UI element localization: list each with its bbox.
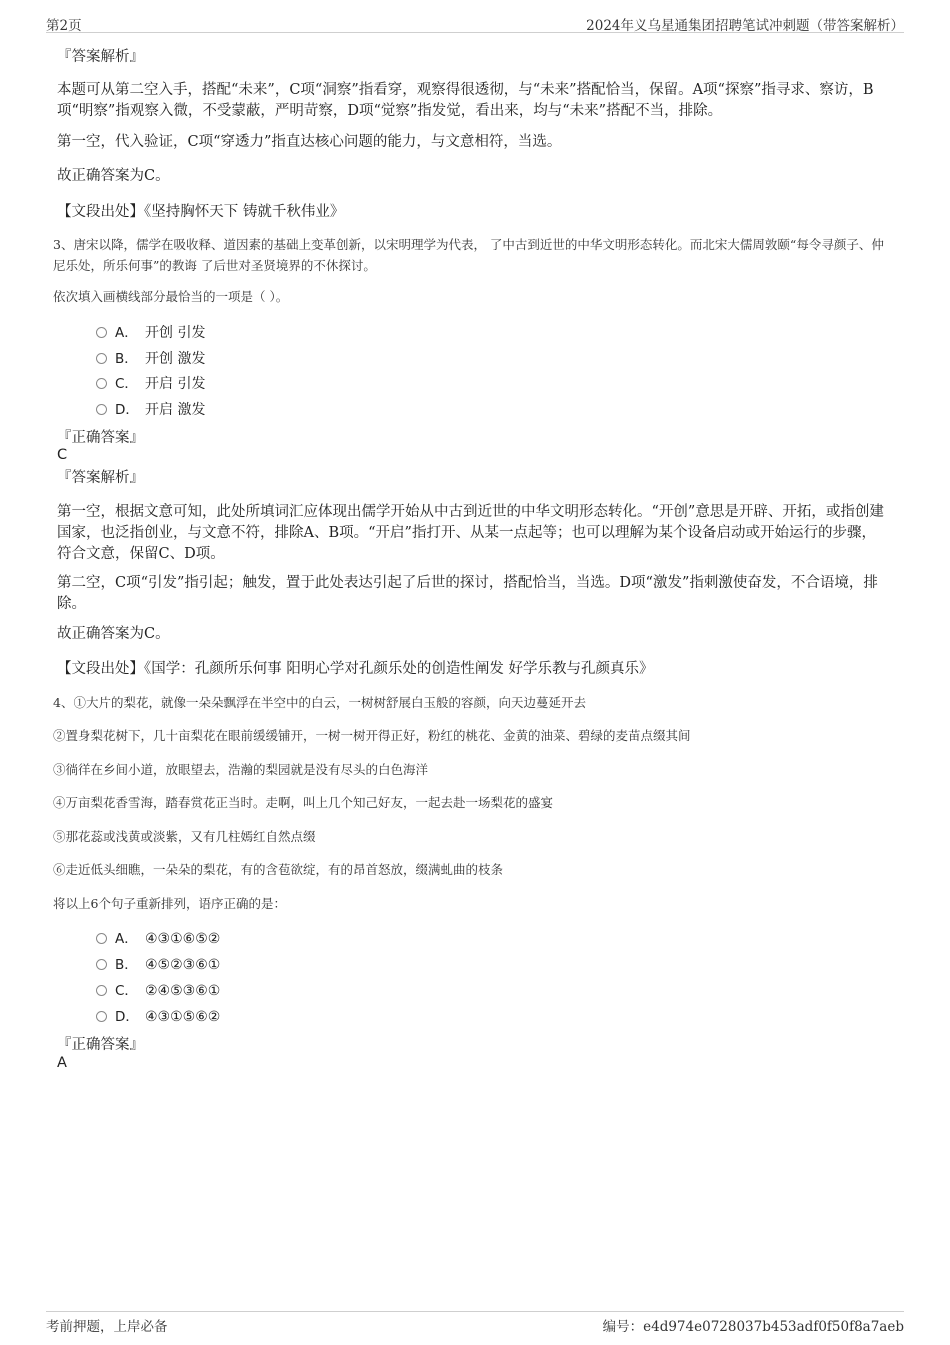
question-stem: 3、唐宋以降，儒学在吸收释、道因素的基础上变革创新，以宋明理学为代表， 了中古到近世的中华文明形态转化。而北宋大儒周敦颐“每令寻颜子、仲尼乐处，所乐何事”的教诲 了后世对圣贤境界的不休探讨。 xyxy=(53,237,884,273)
analysis-paragraph: 第一空，代入验证，C项“穿透力”指直达核心问题的能力，与文意相符，当选。 xyxy=(57,134,562,150)
correct-answer-label: 『正确答案』 xyxy=(57,1037,144,1053)
analysis-conclusion: 故正确答案为C。 xyxy=(57,626,170,642)
page-footer xyxy=(46,1311,904,1336)
passage-source: 【文段出处】《国学：孔颜所乐何事 阳明心学对孔颜乐处的创造性阐发 好学乐教与孔颜真乐》 xyxy=(57,661,654,677)
radio-icon[interactable] xyxy=(96,933,107,944)
option-d[interactable]: D． ④③①⑤⑥② xyxy=(96,1006,220,1028)
option-c[interactable]: C． 开启 引发 xyxy=(96,373,205,395)
sentence-6: ⑥走近低头细瞧，一朵朵的梨花，有的含苞欲绽，有的昂首怒放，缀满虬曲的枝条 xyxy=(53,862,504,877)
analysis-label: 『答案解析』 xyxy=(57,49,144,65)
question-prompt: 依次填入画横线部分最恰当的一项是（ ）。 xyxy=(53,289,289,304)
radio-icon[interactable] xyxy=(96,959,107,970)
document-code: 编号：e4d974e0728037b453adf0f50f8a7aeb xyxy=(602,1319,904,1335)
radio-icon[interactable] xyxy=(96,1011,107,1022)
document-title: 2024年义乌星通集团招聘笔试冲刺题（带答案解析） xyxy=(586,18,904,34)
option-b[interactable]: B． 开创 激发 xyxy=(96,348,205,370)
sentence-4: ④万亩梨花香雪海，踏春赏花正当时。走啊，叫上几个知己好友，一起去赴一场梨花的盛宴 xyxy=(53,795,554,810)
sentence-3: ③徜徉在乡间小道，放眼望去，浩瀚的梨园就是没有尽头的白色海洋 xyxy=(53,762,429,777)
sentence-5: ⑤那花蕊或浅黄或淡紫，又有几柱嫣红自然点缀 xyxy=(53,829,316,844)
option-b[interactable]: B． ④⑤②③⑥① xyxy=(96,954,220,976)
analysis-paragraph: 第一空，根据文意可知，此处所填词汇应体现出儒学开始从中古到近世的中华文明形态转化。“开创”意思是开辟、开拓，或指创建国家，也泛指创业，与文意不符，排除A、B项。“开启”指打开、从某一点起等；也可以理解为某个设备启动或开始运行的步骤，符合文意，保留C、D项。 xyxy=(57,504,884,562)
analysis-label: 『答案解析』 xyxy=(57,470,144,486)
correct-answer: C xyxy=(57,447,68,463)
analysis-paragraph: 本题可从第二空入手，搭配“未来”，C项“洞察”指看穿，观察得很透彻，与“未来”搭配恰当，保留。A项“探察”指寻求、察访，B项“明察”指观察入微，不受蒙蔽，严明苛察，D项“觉察”指发觉，看出来，均与“未来”搭配不当，排除。 xyxy=(57,82,874,119)
option-c[interactable]: C． ②④⑤③⑥① xyxy=(96,980,220,1002)
analysis-paragraph: 第二空，C项“引发”指引起；触发，置于此处表达引起了后世的探讨，搭配恰当，当选。D项“激发”指刺激使奋发，不合语境，排除。 xyxy=(57,575,878,612)
analysis-conclusion: 故正确答案为C。 xyxy=(57,168,170,184)
page-header xyxy=(46,12,904,33)
option-a[interactable]: A． ④③①⑥⑤② xyxy=(96,928,220,950)
sentence-2: ②置身梨花树下，几十亩梨花在眼前缓缓铺开，一树一树开得正好，粉红的桃花、金黄的油菜、碧绿的麦苗点缀其间 xyxy=(53,728,691,743)
radio-icon[interactable] xyxy=(96,404,107,415)
question-prompt: 将以上6个句子重新排列，语序正确的是： xyxy=(53,896,286,911)
sentence-1: 4、①大片的梨花，就像一朵朵飘浮在半空中的白云，一树树舒展白玉般的容颜，向天边蔓延开去 xyxy=(53,695,586,710)
option-a[interactable]: A． 开创 引发 xyxy=(96,322,205,344)
correct-answer-label: 『正确答案』 xyxy=(57,430,144,446)
radio-icon[interactable] xyxy=(96,353,107,364)
radio-icon[interactable] xyxy=(96,327,107,338)
radio-icon[interactable] xyxy=(96,378,107,389)
radio-icon[interactable] xyxy=(96,985,107,996)
footer-slogan: 考前押题，上岸必备 xyxy=(46,1319,168,1335)
correct-answer: A xyxy=(57,1055,67,1071)
page-number: 第2页 xyxy=(46,18,82,34)
passage-source: 【文段出处】《坚持胸怀天下 铸就千秋伟业》 xyxy=(57,204,345,220)
option-d[interactable]: D． 开启 激发 xyxy=(96,399,205,421)
